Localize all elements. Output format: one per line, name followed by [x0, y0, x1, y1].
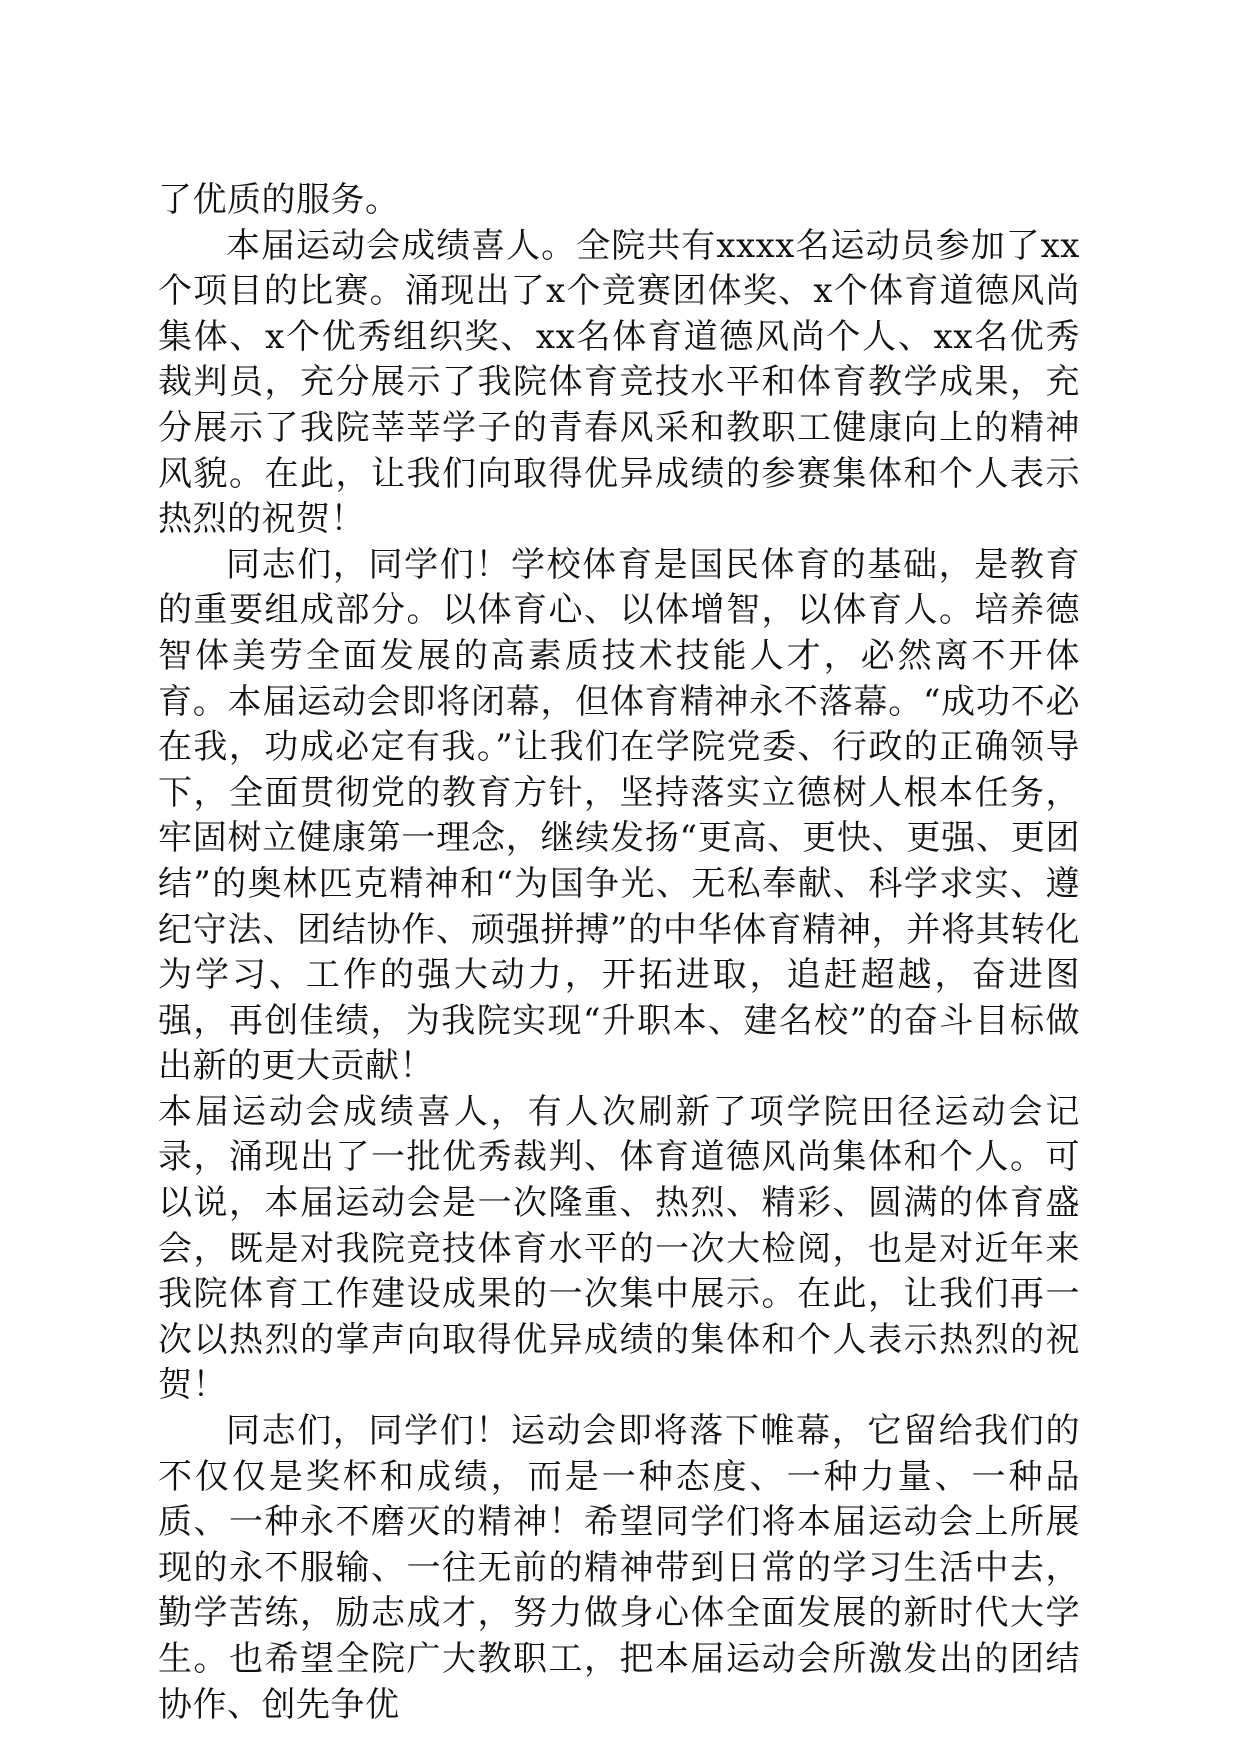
paragraph-2: 本届运动会成绩喜人。全院共有xxxx名运动员参加了xx个项目的比赛。涌现出了x个竞赛团体奖、x个体育道德风尚集体、x个优秀组织奖、xx名体育道德风尚个人、xx名优秀裁判员，充分展示了我院体育竞技水平和体育教学成果，充分展示了我院莘莘学子的青春风采和教职工健康向上的精神风貌。在此，让我们向取得优异成绩的参赛集体和个人表示热烈的祝贺！ — [158, 225, 1080, 540]
paragraph-4: 本届运动会成绩喜人，有人次刷新了项学院田径运动会记录，涌现出了一批优秀裁判、体育道德风尚集体和个人。可以说，本届运动会是一次隆重、热烈、精彩、圆满的体育盛会，既是对我院竞技体育水平的一次大检阅，也是对近年来我院体育工作建设成果的一次集中展示。在此，让我们再一次以热烈的掌声向取得优异成绩的集体和个人表示热烈的祝贺！ — [158, 1091, 1080, 1406]
paragraph-5: 同志们，同学们！运动会即将落下帷幕，它留给我们的不仅仅是奖杯和成绩，而是一种态度、一种力量、一种品质、一种永不磨灭的精神！希望同学们将本届运动会上所展现的永不服输、一往无前的精神带到日常的学习生活中去，勤学苦练，励志成才，努力做身心体全面发展的新时代大学生。也希望全院广大教职工，把本届运动会所激发出的团结协作、创先争优 — [158, 1411, 1080, 1725]
paragraph-1: 了优质的服务。 — [158, 180, 400, 220]
document-page — [158, 178, 1080, 1728]
paragraph-3: 同志们，同学们！学校体育是国民体育的基础，是教育的重要组成部分。以体育心、以体增智，以体育人。培养德智体美劳全面发展的高素质技术技能人才，必然离不开体育。本届运动会即将闭幕，但体育精神永不落幕。“成功不必在我，功成必定有我。”让我们在学院党委、行政的正确领导下，全面贯彻党的教育方针，坚持落实立德树人根本任务，牢固树立健康第一理念，继续发扬“更高、更快、更强、更团结”的奥林匹克精神和“为国争光、无私奉献、科学求实、遵纪守法、团结协作、顽强拼搏”的中华体育精神，并将其转化为学习、工作的强大动力，开拓进取，追赶超越，奋进图强，再创佳绩，为我院实现“升职本、建名校”的奋斗目标做出新的更大贡献！ — [158, 544, 1080, 1087]
